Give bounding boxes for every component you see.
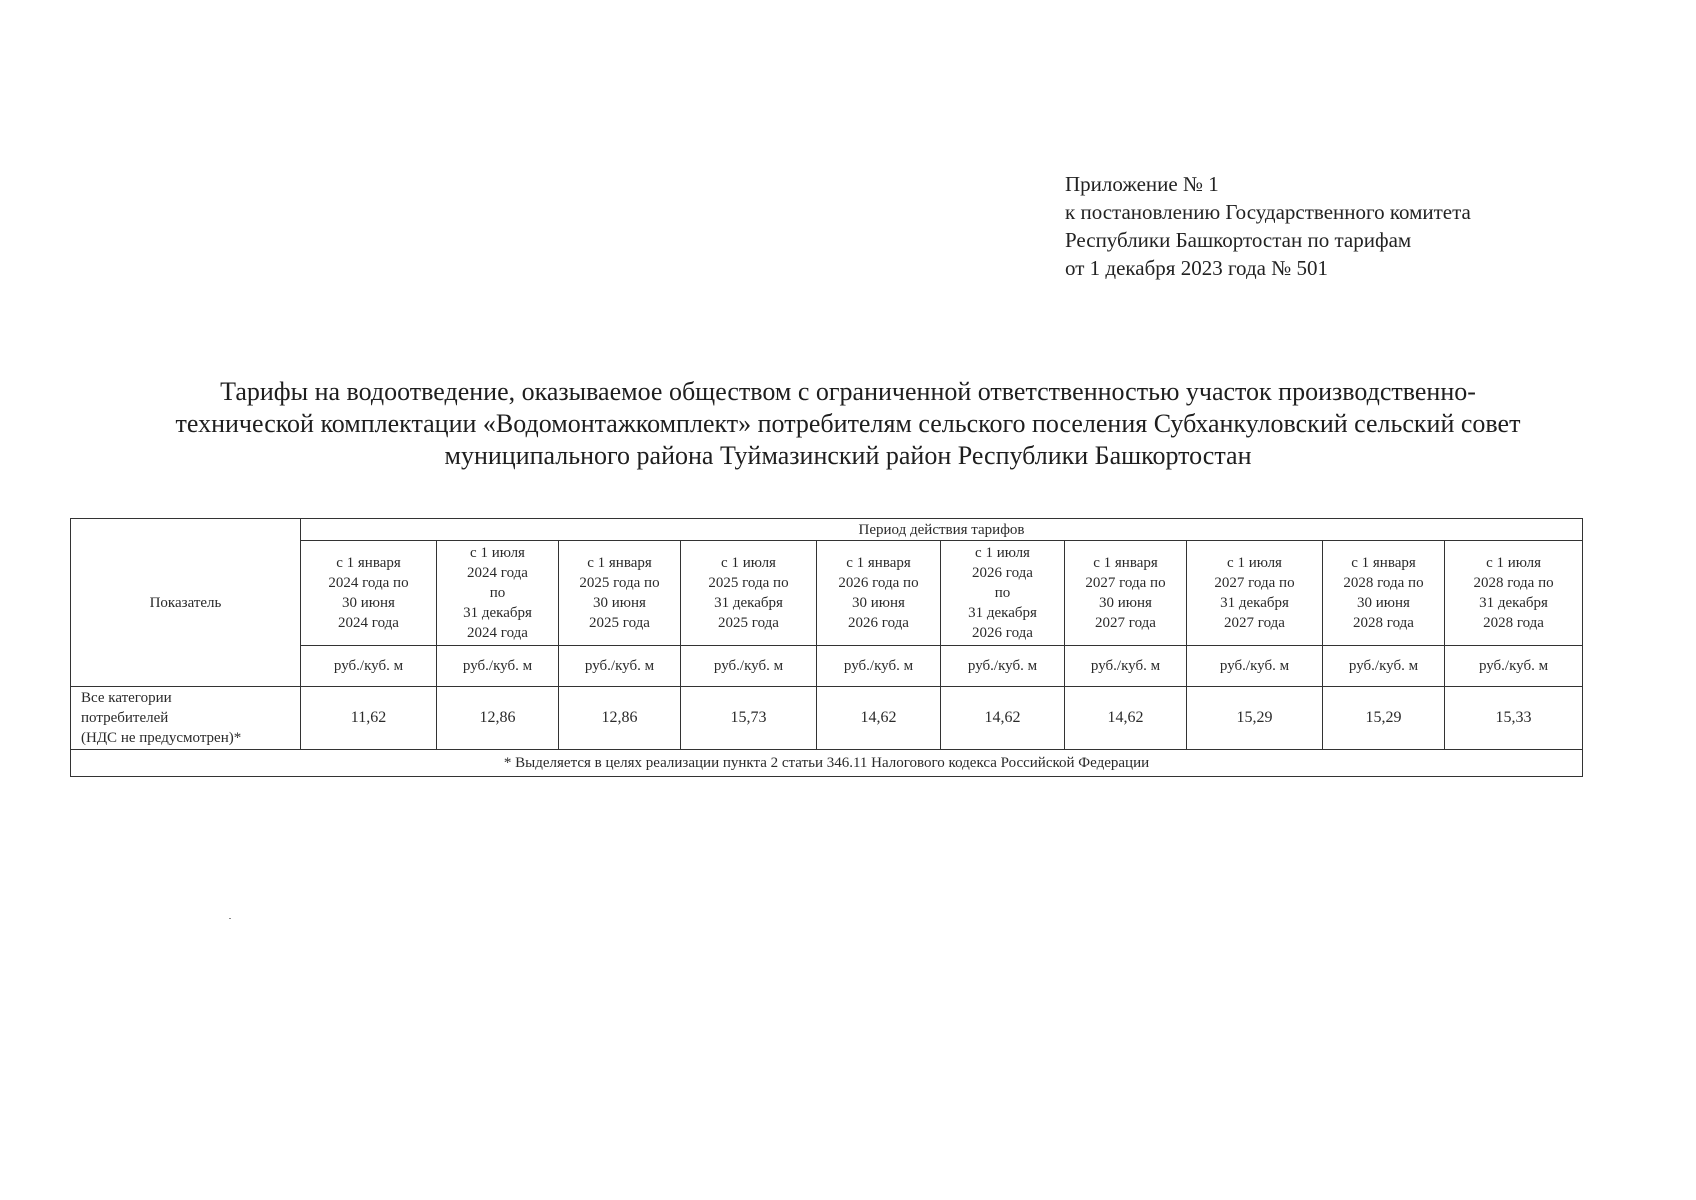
period-header-row — [71, 519, 1583, 541]
title-line: Тарифы на водоотведение, оказываемое обществом с ограниченной ответственностью участок производственно- — [220, 377, 1476, 406]
unit-cell: руб./куб. м — [681, 646, 817, 687]
footnote-row — [71, 750, 1583, 777]
scan-speck — [229, 918, 231, 919]
unit-cell: руб./куб. м — [301, 646, 437, 687]
appendix-line: к постановлению Государственного комитета — [1065, 200, 1471, 224]
tariff-value: 15,29 — [1187, 687, 1323, 750]
appendix-line: Республики Башкортостан по тарифам — [1065, 228, 1412, 252]
appendix-line: от 1 декабря 2023 года № 501 — [1065, 256, 1328, 280]
tariff-value: 14,62 — [817, 687, 941, 750]
tariff-value: 14,62 — [1065, 687, 1187, 750]
appendix-line: Приложение № 1 — [1065, 172, 1219, 196]
unit-cell: руб./куб. м — [941, 646, 1065, 687]
period-cell: с 1 января 2026 года по 30 июня 2026 года — [817, 541, 941, 646]
unit-cell: руб./куб. м — [1323, 646, 1445, 687]
tariff-value: 14,62 — [941, 687, 1065, 750]
period-cell: с 1 июля 2027 года по 31 декабря 2027 года — [1187, 541, 1323, 646]
period-cell: с 1 января 2028 года по 30 июня 2028 года — [1323, 541, 1445, 646]
period-cell: с 1 января 2025 года по 30 июня 2025 года — [559, 541, 681, 646]
period-cell: с 1 июля 2025 года по 31 декабря 2025 года — [681, 541, 817, 646]
footnote: * Выделяется в целях реализации пункта 2 статьи 346.11 Налогового кодекса Российской Федерации — [71, 750, 1583, 777]
tariff-value: 15,73 — [681, 687, 817, 750]
period-cell: с 1 июля 2028 года по 31 декабря 2028 года — [1445, 541, 1583, 646]
period-cell: с 1 июля 2026 года по 31 декабря 2026 года — [941, 541, 1065, 646]
indicator-header: Показатель — [71, 519, 301, 687]
tariff-value: 15,29 — [1323, 687, 1445, 750]
row-label: Все категории потребителей (НДС не предусмотрен)* — [71, 687, 301, 750]
unit-cell: руб./куб. м — [1445, 646, 1583, 687]
title-line: технической комплектации «Водомонтажкомплект» потребителям сельского поселения Субханкуловский сельский совет — [175, 409, 1521, 438]
unit-cell: руб./куб. м — [1065, 646, 1187, 687]
unit-cell: руб./куб. м — [1187, 646, 1323, 687]
document-title — [70, 376, 1626, 472]
tariff-value: 12,86 — [559, 687, 681, 750]
unit-cell: руб./куб. м — [817, 646, 941, 687]
period-cell: с 1 июля 2024 года по 31 декабря 2024 года — [437, 541, 559, 646]
unit-cell: руб./куб. м — [559, 646, 681, 687]
tariff-value: 12,86 — [437, 687, 559, 750]
appendix-header — [1065, 170, 1471, 282]
period-cell: с 1 января 2024 года по 30 июня 2024 года — [301, 541, 437, 646]
table-row — [71, 687, 1583, 750]
title-line: муниципального района Туймазинский район Республики Башкортостан — [444, 441, 1252, 470]
tariff-table — [70, 518, 1583, 777]
period-cell: с 1 января 2027 года по 30 июня 2027 года — [1065, 541, 1187, 646]
period-header: Период действия тарифов — [301, 519, 1583, 541]
tariff-value: 15,33 — [1445, 687, 1583, 750]
unit-cell: руб./куб. м — [437, 646, 559, 687]
tariff-value: 11,62 — [301, 687, 437, 750]
